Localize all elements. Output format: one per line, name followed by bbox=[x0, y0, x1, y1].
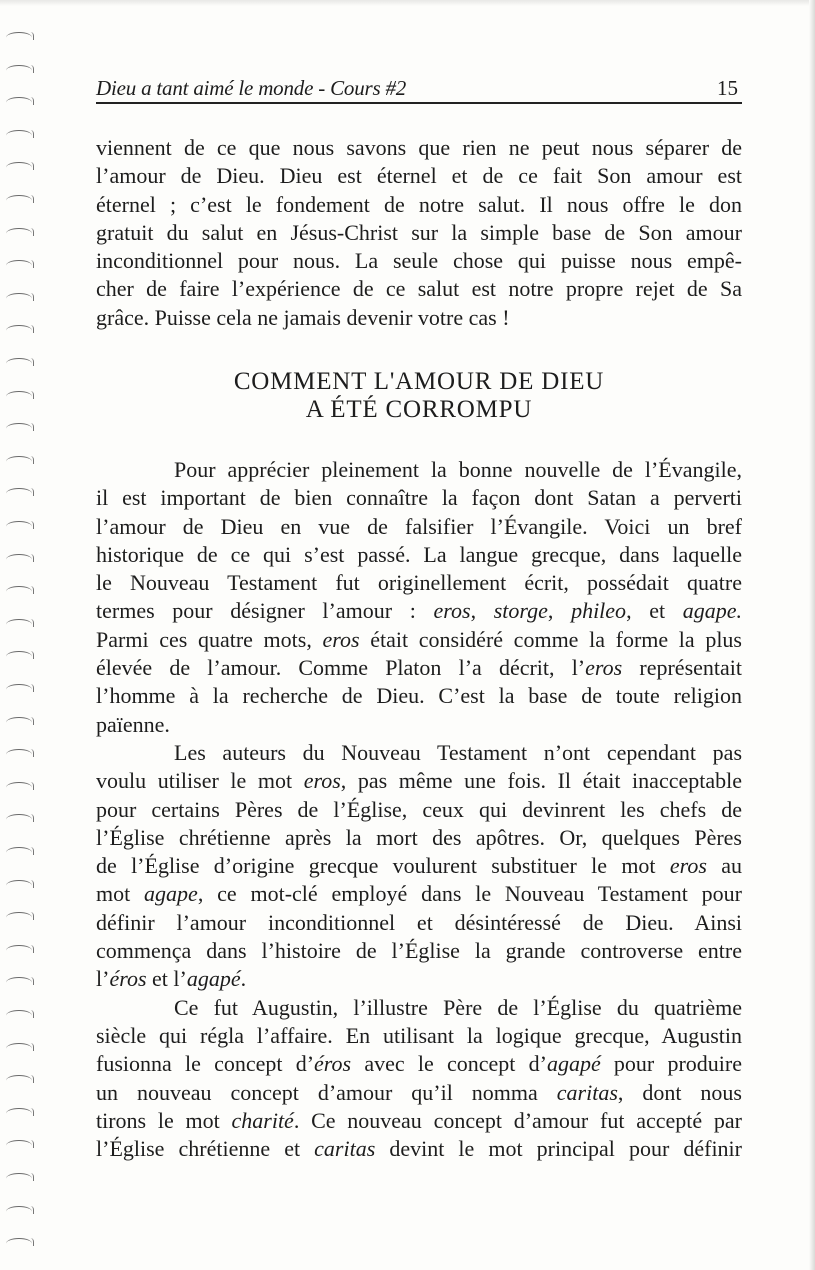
binding-hole-mark bbox=[6, 521, 32, 532]
italic-term: eros bbox=[322, 626, 360, 652]
binding-hole-mark bbox=[6, 880, 32, 891]
binding-hole-mark bbox=[6, 423, 32, 434]
text-run: Ce fut Augustin, l’illustre Père de l’Église du quatrième bbox=[174, 994, 742, 1020]
binding-hole-mark bbox=[6, 260, 32, 271]
text-line bbox=[96, 162, 742, 190]
text-run: païenne. bbox=[96, 711, 170, 737]
text-run: avec le concept d’ bbox=[351, 1051, 547, 1077]
text-run: éternel ; c’est le fondement de notre salut. Il nous offre le don bbox=[96, 191, 742, 217]
text-run: pour produire bbox=[600, 1051, 742, 1077]
text-line bbox=[96, 965, 742, 993]
binding-hole-mark bbox=[6, 195, 32, 206]
text-run: Les auteurs du Nouveau Testament n’ont cependant pas bbox=[174, 739, 742, 765]
text-line bbox=[96, 484, 742, 512]
running-header bbox=[96, 74, 742, 104]
section-heading bbox=[96, 368, 742, 424]
binding-hole-mark bbox=[6, 782, 32, 793]
text-line bbox=[96, 994, 742, 1022]
italic-term: éros bbox=[314, 1051, 352, 1077]
text-line bbox=[96, 191, 742, 219]
page-number: 15 bbox=[717, 76, 738, 100]
text-run: définir l’amour inconditionnel et désintéressé de Dieu. Ainsi bbox=[96, 909, 742, 935]
text-run: l’homme à la recherche de Dieu. C’est la base de toute religion bbox=[96, 683, 742, 709]
scan-right-edge bbox=[809, 0, 815, 1270]
text-run: gratuit du salut en Jésus-Christ sur la simple base de Son amour bbox=[96, 219, 742, 245]
text-run: et l’ bbox=[146, 966, 187, 992]
text-run: cher de faire l’expérience de ce salut est notre propre rejet de Sa bbox=[96, 276, 742, 302]
heading-line-2: A ÉTÉ CORROMPU bbox=[305, 396, 533, 423]
binding-hole-mark bbox=[6, 749, 32, 760]
binding-hole-mark bbox=[6, 912, 32, 923]
binding-hole-mark bbox=[6, 651, 32, 662]
binding-hole-mark bbox=[6, 814, 32, 825]
text-line bbox=[96, 597, 742, 625]
binding-hole-mark bbox=[6, 684, 32, 695]
text-run: l’Église chrétienne après la mort des apôtres. Or, quelques Pères bbox=[96, 824, 742, 850]
text-run: termes pour désigner l’amour : bbox=[96, 598, 434, 624]
text-line bbox=[96, 626, 742, 654]
text-line bbox=[96, 711, 742, 739]
text-line bbox=[96, 767, 742, 795]
text-run: commença dans l’histoire de l’Église la grande controverse entre bbox=[96, 938, 742, 964]
binding-hole-mark bbox=[6, 1238, 32, 1249]
text-run: l’ bbox=[96, 966, 110, 992]
binding-hole-mark bbox=[6, 1173, 32, 1184]
italic-term: eros bbox=[433, 598, 471, 624]
text-run: l’Église chrétienne et bbox=[96, 1136, 315, 1162]
binding-hole-mark bbox=[6, 945, 32, 956]
text-run: Pour apprécier pleinement la bonne nouvelle de l’Évangile, bbox=[174, 457, 742, 482]
binding-hole-mark bbox=[6, 717, 32, 728]
text-run: , bbox=[470, 598, 494, 624]
text-line bbox=[96, 304, 742, 332]
text-line bbox=[96, 880, 742, 908]
italic-term: agapé bbox=[186, 966, 241, 992]
text-run: , et bbox=[626, 598, 683, 624]
binding-hole-mark bbox=[6, 1075, 32, 1086]
text-run: devint le mot principal pour définir bbox=[375, 1136, 742, 1162]
italic-term: storge bbox=[493, 598, 548, 624]
binding-hole-mark bbox=[6, 456, 32, 467]
text-run: grâce. Puisse cela ne jamais devenir votre cas ! bbox=[96, 304, 510, 330]
text-line bbox=[96, 937, 742, 965]
text-run: . Ce nouveau concept d’amour fut accepté par bbox=[293, 1107, 742, 1133]
text-run: de l’Église d’origine grecque voulurent substituer le mot bbox=[96, 853, 670, 879]
text-line bbox=[96, 134, 742, 162]
text-run: Parmi ces quatre mots, bbox=[96, 626, 323, 652]
binding-hole-mark bbox=[6, 228, 32, 239]
text-run: voulu utiliser le mot bbox=[96, 768, 304, 794]
binding-hole-mark bbox=[6, 586, 32, 597]
italic-term: eros bbox=[303, 768, 341, 794]
text-line bbox=[96, 682, 742, 710]
binding-hole-mark bbox=[6, 293, 32, 304]
text-run: représentait bbox=[622, 655, 742, 681]
scan-top-edge bbox=[0, 0, 815, 6]
binding-hole-mark bbox=[6, 130, 32, 141]
text-run: l’amour de Dieu en vue de falsifier l’Évangile. Voici un bref bbox=[96, 513, 742, 539]
paragraph bbox=[96, 739, 742, 994]
text-line bbox=[96, 852, 742, 880]
text-run: pour certains Pères de l’Église, ceux qui devinrent les chefs de bbox=[96, 796, 742, 822]
text-run: , pas même une fois. Il était inacceptable bbox=[340, 768, 742, 794]
binding-hole-mark bbox=[6, 1108, 32, 1119]
text-line bbox=[96, 1050, 742, 1078]
text-line bbox=[96, 796, 742, 824]
text-run: le Nouveau Testament fut originellement écrit, possédait quatre bbox=[96, 570, 742, 596]
italic-term: agapé bbox=[546, 1051, 601, 1077]
binding-hole-mark bbox=[6, 391, 32, 402]
binding-hole-mark bbox=[6, 358, 32, 369]
italic-term: phileo bbox=[571, 598, 627, 624]
binding-hole-mark bbox=[6, 325, 32, 336]
binding-hole-mark bbox=[6, 1140, 32, 1151]
text-line bbox=[96, 456, 742, 484]
text-run: , ce mot-clé employé dans le Nouveau Testament pour bbox=[197, 881, 742, 907]
text-run: tirons le mot bbox=[96, 1107, 232, 1133]
italic-term: eros bbox=[585, 655, 623, 681]
body-text-top bbox=[96, 134, 742, 332]
text-run: inconditionnel pour nous. La seule chose qui puisse nous empê- bbox=[96, 248, 742, 274]
binding-hole-mark bbox=[6, 1043, 32, 1054]
text-run: il est important de bien connaître la façon dont Satan a perverti bbox=[96, 485, 742, 511]
binding-hole-mark bbox=[6, 847, 32, 858]
text-run: au bbox=[706, 853, 742, 879]
italic-term: caritas bbox=[556, 1079, 618, 1105]
text-line bbox=[96, 569, 742, 597]
text-line bbox=[96, 824, 742, 852]
text-line bbox=[96, 654, 742, 682]
text-line bbox=[96, 1135, 742, 1163]
text-run: mot bbox=[96, 881, 145, 907]
binding-hole-mark bbox=[6, 162, 32, 173]
binding-hole-mark bbox=[6, 65, 32, 76]
heading-line-1: COMMENT L'AMOUR DE DIEU bbox=[233, 368, 605, 395]
text-run: historique de ce qui s’est passé. La langue grecque, dans laquelle bbox=[96, 541, 742, 567]
text-run: l’amour de Dieu. Dieu est éternel et de ce fait Son amour est bbox=[96, 163, 742, 189]
italic-term: agape bbox=[144, 881, 198, 907]
text-line bbox=[96, 541, 742, 569]
text-run: siècle qui régla l’affaire. En utilisant la logique grecque, Augustin bbox=[96, 1022, 742, 1048]
text-line bbox=[96, 1022, 742, 1050]
text-run: était considéré comme la forme la plus bbox=[359, 626, 742, 652]
text-run: fusionna le concept d’ bbox=[96, 1051, 315, 1077]
text-line bbox=[96, 219, 742, 247]
text-run: . bbox=[240, 966, 247, 992]
text-line bbox=[96, 739, 742, 767]
text-run: élevée de l’amour. Comme Platon l’a décrit, l’ bbox=[96, 655, 586, 681]
text-line bbox=[96, 513, 742, 541]
paragraph bbox=[96, 134, 742, 332]
binding-hole-mark bbox=[6, 97, 32, 108]
italic-term: éros bbox=[109, 966, 147, 992]
binding-hole-mark bbox=[6, 977, 32, 988]
binding-hole-mark bbox=[6, 488, 32, 499]
text-line bbox=[96, 275, 742, 303]
header-title: Dieu a tant aimé le monde - Cours #2 bbox=[96, 76, 407, 100]
italic-term: eros bbox=[669, 853, 707, 879]
text-line bbox=[96, 1079, 742, 1107]
text-run: , dont nous bbox=[617, 1079, 742, 1105]
binding-hole-mark bbox=[6, 619, 32, 630]
text-line bbox=[96, 1107, 742, 1135]
text-line bbox=[96, 909, 742, 937]
italic-term: caritas bbox=[314, 1136, 376, 1162]
paragraph bbox=[96, 456, 742, 739]
text-run: un nouveau concept d’amour qu’il nomma bbox=[96, 1079, 557, 1105]
text-line bbox=[96, 247, 742, 275]
body-text-main bbox=[96, 456, 742, 1163]
italic-term: charité bbox=[231, 1107, 294, 1133]
text-run: viennent de ce que nous savons que rien ne peut nous séparer de bbox=[96, 135, 742, 160]
binding-hole-mark bbox=[6, 1206, 32, 1217]
paragraph bbox=[96, 994, 742, 1164]
binding-hole-mark bbox=[6, 554, 32, 565]
binding-hole-mark bbox=[6, 32, 32, 43]
binding-hole-mark bbox=[6, 1010, 32, 1021]
text-run: , bbox=[547, 598, 572, 624]
italic-term: agape. bbox=[682, 598, 742, 624]
